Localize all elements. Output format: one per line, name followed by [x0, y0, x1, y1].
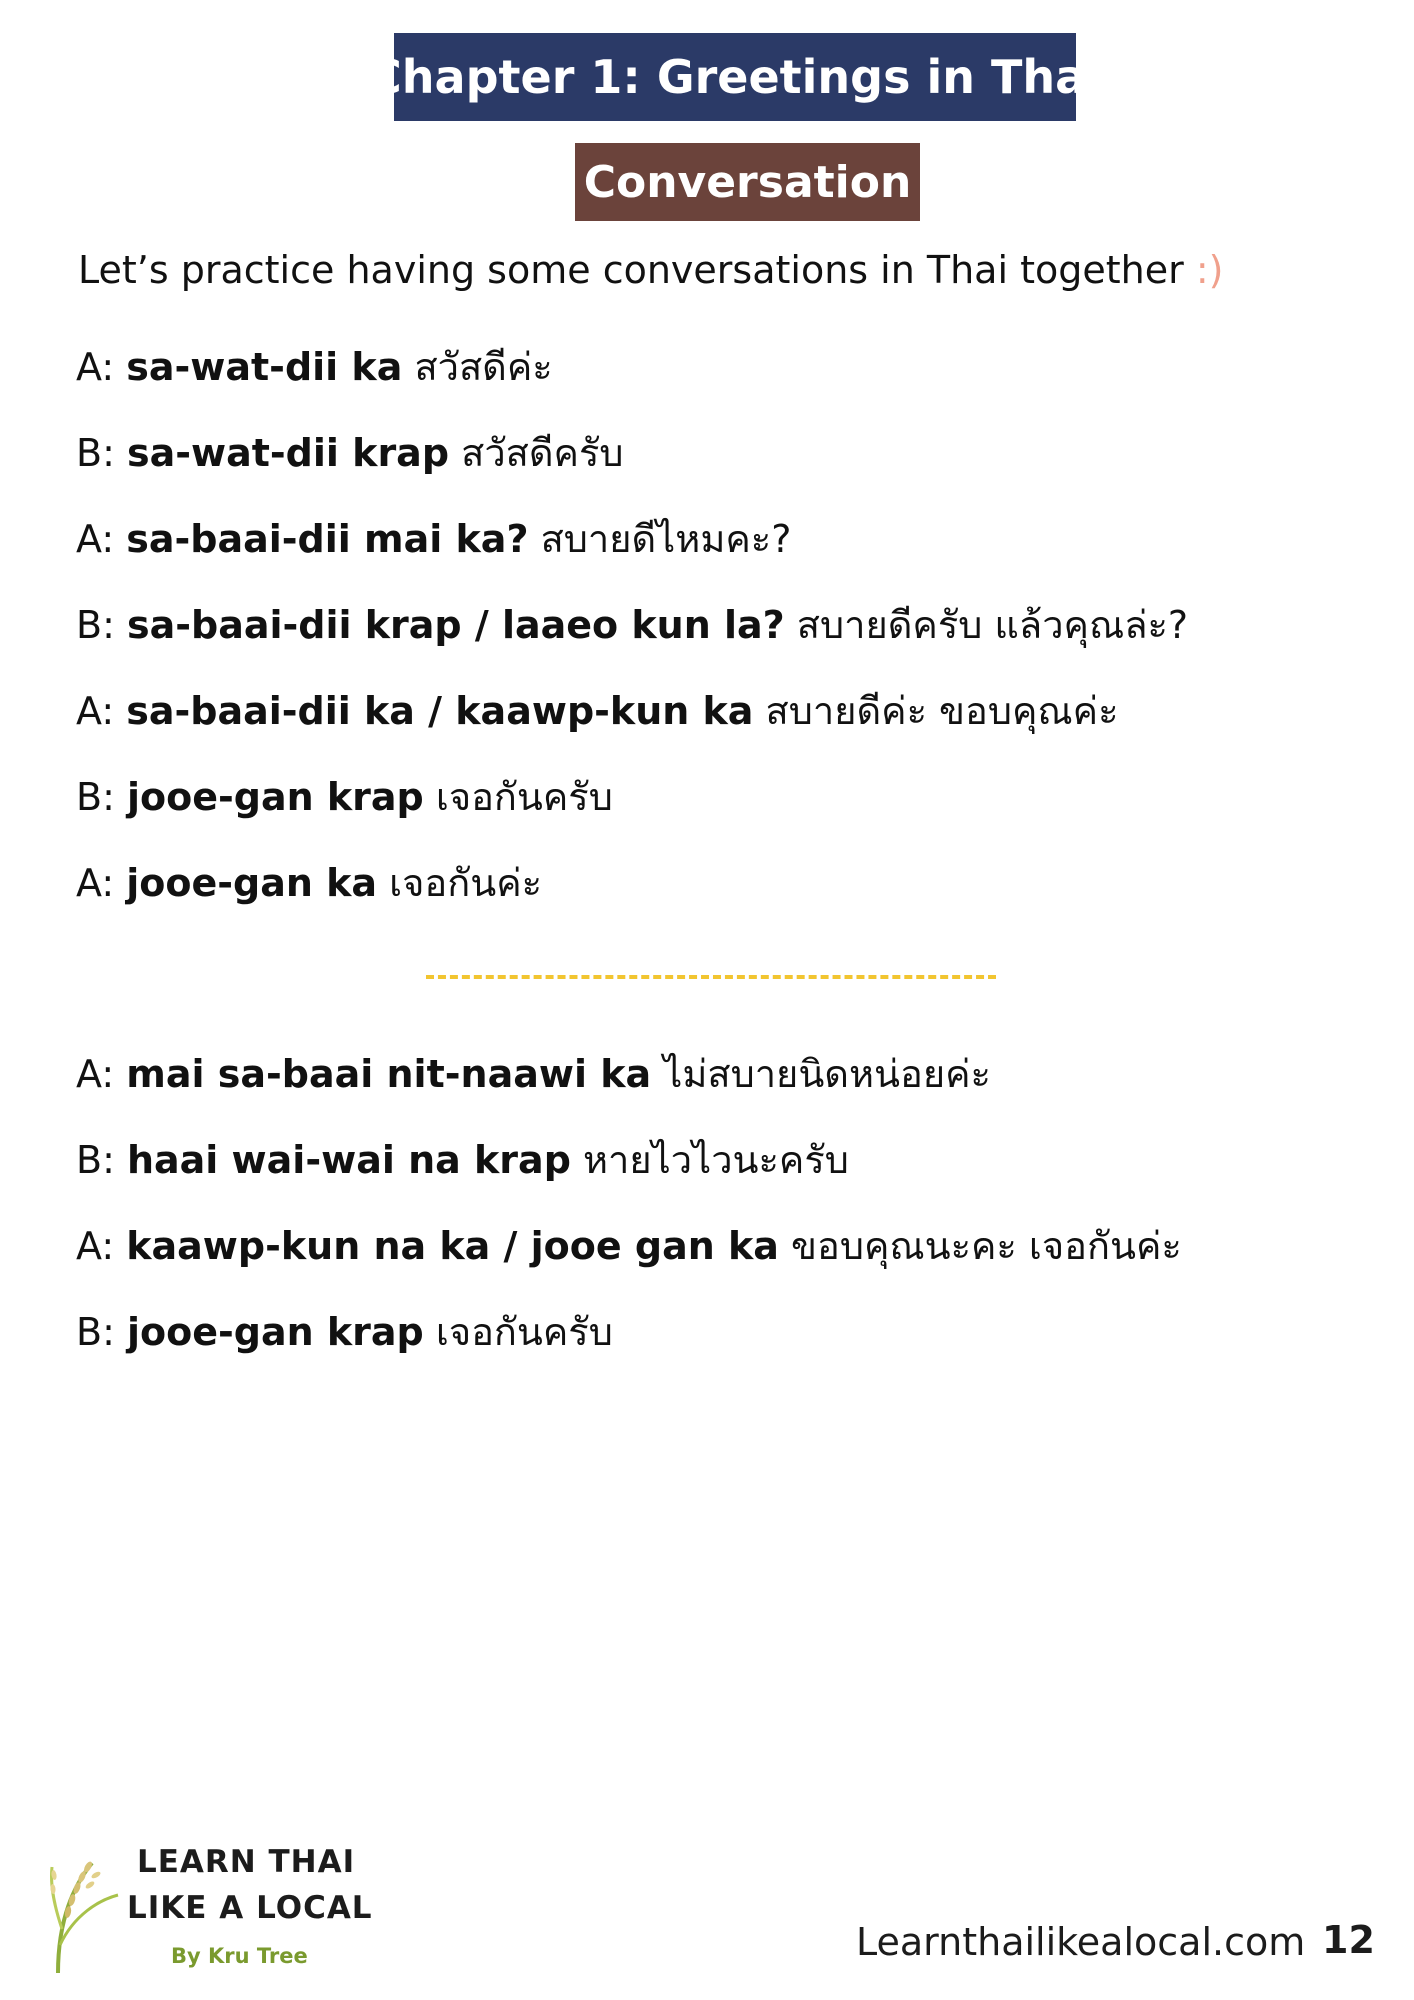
section-title: Conversation	[575, 143, 920, 221]
romanized-phrase: sa-baai-dii krap / laaeo kun la?	[126, 603, 785, 647]
thai-phrase: สวัสดีครับ	[461, 431, 624, 475]
thai-phrase: สบายดีค่ะ ขอบคุณค่ะ	[765, 689, 1119, 733]
thai-phrase: สบายดีไหมคะ?	[540, 517, 792, 561]
dialogue-line	[76, 1307, 613, 1357]
thai-phrase: ขอบคุณนะคะ เจอกันค่ะ	[791, 1224, 1182, 1268]
speaker-label: B:	[76, 775, 115, 819]
dialogue-line	[76, 772, 613, 822]
logo-line2: LIKE A LOCAL	[127, 1890, 373, 1926]
speaker-label: A:	[76, 1224, 115, 1268]
dialogue-line	[76, 858, 542, 908]
speaker-label: A:	[76, 861, 115, 905]
thai-phrase: เจอกันครับ	[435, 775, 613, 819]
romanized-phrase: sa-baai-dii ka / kaawp-kun ka	[126, 689, 754, 733]
romanized-phrase: jooe-gan ka	[126, 861, 378, 905]
rice-stalk-icon	[44, 1845, 124, 1975]
chapter-title: Chapter 1: Greetings in Thai	[394, 33, 1076, 121]
speaker-label: A:	[76, 1052, 115, 1096]
romanized-phrase: sa-baai-dii mai ka?	[126, 517, 529, 561]
dialogue-line	[76, 1135, 849, 1185]
romanized-phrase: mai sa-baai nit-naawi ka	[126, 1052, 652, 1096]
romanized-phrase: jooe-gan krap	[126, 775, 424, 819]
thai-phrase: สวัสดีค่ะ	[414, 345, 553, 389]
intro-sentence: Let’s practice having some conversations in Thai together	[78, 248, 1196, 292]
speaker-label: B:	[76, 431, 115, 475]
dialogue-line	[76, 1221, 1182, 1271]
romanized-phrase: sa-wat-dii krap	[126, 431, 450, 475]
dialogue-line	[76, 428, 623, 478]
speaker-label: B:	[76, 1310, 115, 1354]
logo-line1: LEARN THAI	[137, 1844, 356, 1880]
page-number: 12	[1322, 1918, 1375, 1962]
thai-phrase: ไม่สบายนิดหน่อยค่ะ	[663, 1052, 991, 1096]
dialogue-line	[76, 342, 553, 392]
speaker-label: A:	[76, 689, 115, 733]
dialogue-line	[76, 600, 1188, 650]
intro-text	[78, 248, 1223, 292]
speaker-label: A:	[76, 345, 115, 389]
website-url: Learnthailikealocal.com	[856, 1920, 1306, 1964]
romanized-phrase: jooe-gan krap	[126, 1310, 424, 1354]
thai-phrase: เจอกันค่ะ	[389, 861, 543, 905]
speaker-label: B:	[76, 603, 115, 647]
logo-byline: By Kru Tree	[171, 1944, 308, 1968]
dialogue-line	[76, 686, 1118, 736]
dashed-divider	[426, 975, 996, 979]
speaker-label: A:	[76, 517, 115, 561]
thai-phrase: เจอกันครับ	[435, 1310, 613, 1354]
romanized-phrase: haai wai-wai na krap	[126, 1138, 571, 1182]
dialogue-line	[76, 1049, 991, 1099]
speaker-label: B:	[76, 1138, 115, 1182]
thai-phrase: สบายดีครับ แล้วคุณล่ะ?	[796, 603, 1189, 647]
romanized-phrase: kaawp-kun na ka / jooe gan ka	[126, 1224, 779, 1268]
dialogue-line	[76, 514, 791, 564]
brand-logo	[44, 1840, 374, 1980]
thai-phrase: หายไวไวนะครับ	[582, 1138, 849, 1182]
romanized-phrase: sa-wat-dii ka	[126, 345, 403, 389]
smiley-emoticon: :)	[1195, 248, 1224, 292]
